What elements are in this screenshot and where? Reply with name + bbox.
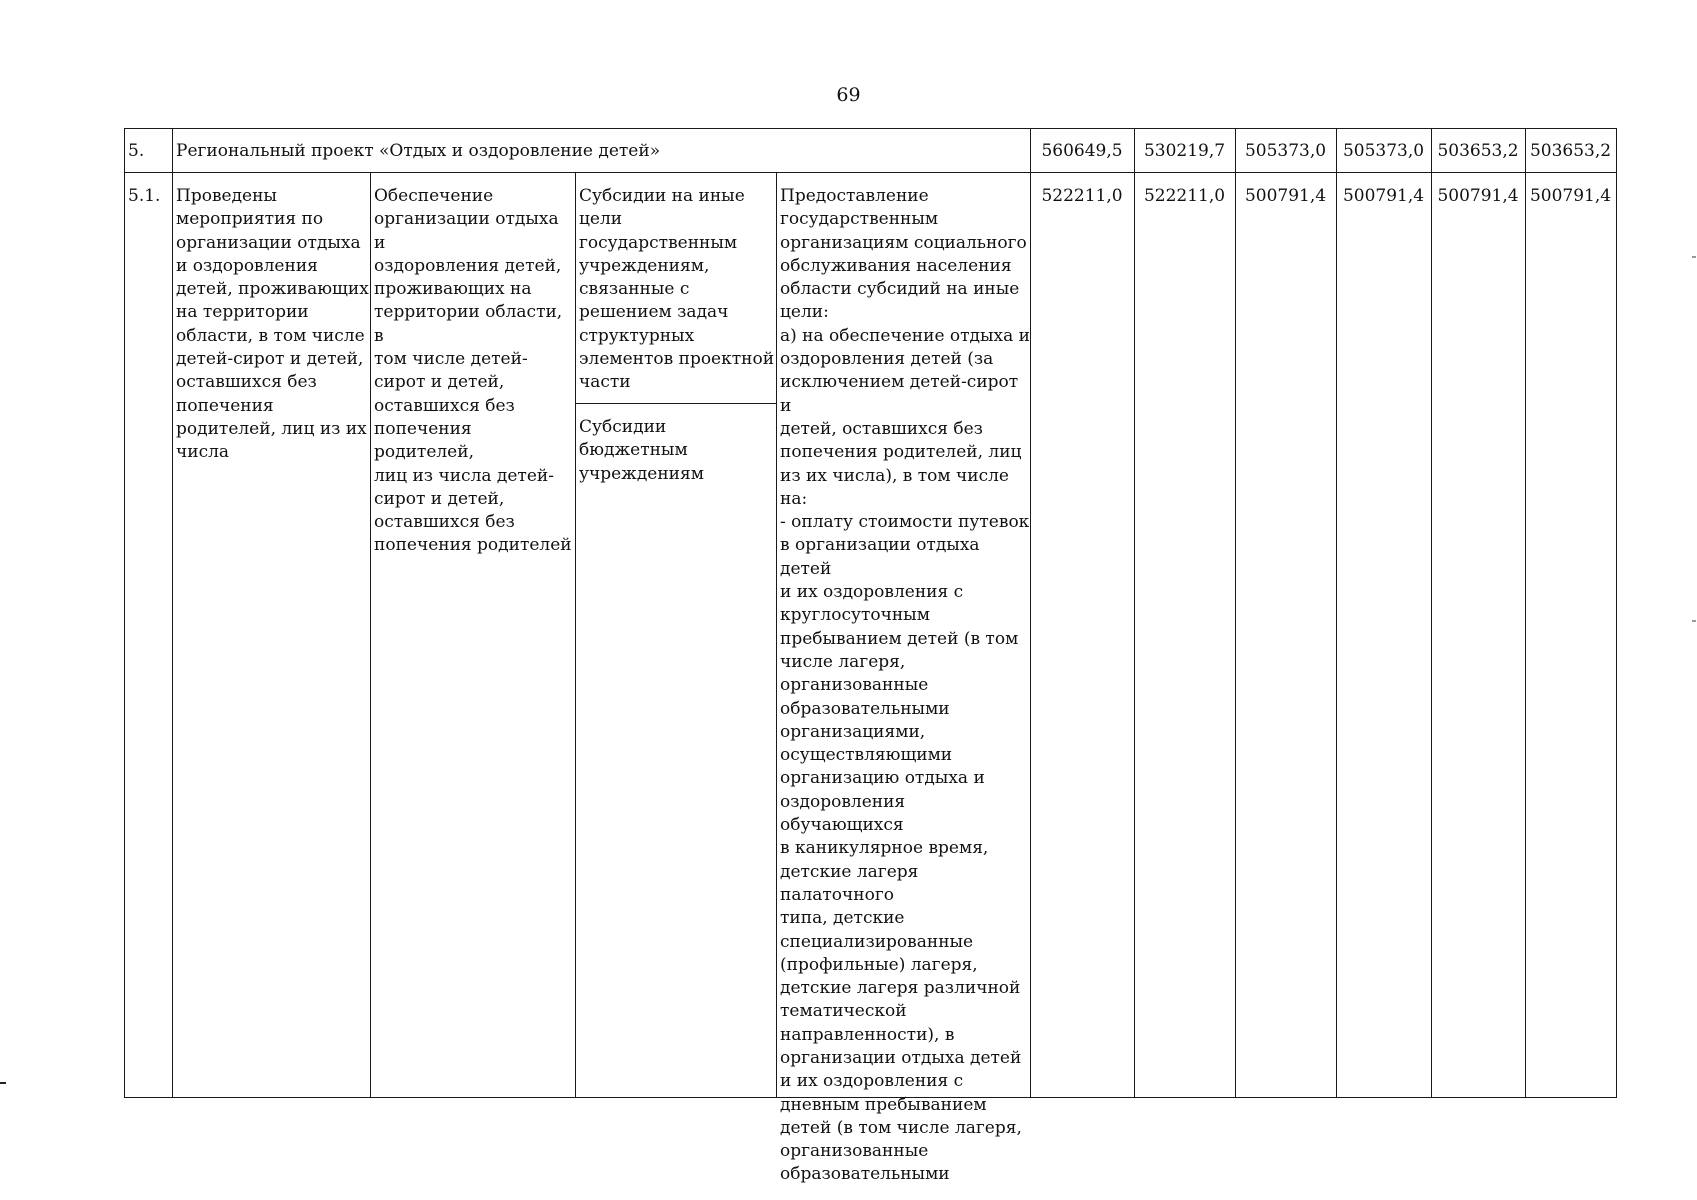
subsidy-budget-cell: Субсидии бюджетным учреждениям [579, 417, 704, 484]
value-cell: 522211,0 [1041, 186, 1123, 206]
scan-mark [0, 1082, 6, 1084]
value-cell: 500791,4 [1342, 186, 1425, 206]
purpose-cell: Обеспечение организации отдыха и оздоровления детей, проживающих на территории области, в том числе детей- сирот и детей, оставшихся без попечения родителей, лиц из числа детей- сирот и детей, оставшихся без попечения родителей [374, 186, 572, 556]
column-divider [1030, 128, 1031, 1097]
column-divider [1525, 128, 1526, 1097]
value-cell: 503653,2 [1529, 141, 1612, 161]
value-cell: 500791,4 [1529, 186, 1612, 206]
value-cell: 500791,4 [1244, 186, 1327, 206]
subsidy-other-cell: Субсидии на иные цели государственным учреждениям, связанные с решением задач структурных элементов проектной части [579, 186, 775, 393]
column-divider [1431, 128, 1432, 1097]
value-cell: 505373,0 [1244, 141, 1327, 161]
value-cell: 530219,7 [1143, 141, 1226, 161]
value-cell: 503653,2 [1437, 141, 1519, 161]
column-divider [1134, 128, 1135, 1097]
scan-mark [1692, 620, 1696, 622]
table-left-border [124, 128, 125, 1097]
row-divider [124, 172, 1617, 173]
description-cell: Предоставление государственным организациям социального обслуживания населения области субсидий на иные цели: а) на обеспечение отдыха и оздоровления детей (за исключением детей-сирот и детей, оставшихся без попечения родителей, лиц из их числа), в том числе на: - оплату стоимости путевок в организации отдыха детей и их оздоровления с круглосуточным пребыванием детей (в том числе лагеря, организованные образовательными организациями, осуществляющими организацию отдыха и оздоровления обучающихся в каникулярное время, детские лагеря палаточного типа, детские специализированные (профильные) лагеря, детские лагеря различной тематической направленности), в организации отдыха детей и их оздоровления с дневным пребыванием детей (в том числе лагеря, организованные образовательными [780, 186, 1031, 1185]
table-top-border [124, 128, 1617, 129]
row-number: 5.1. [128, 186, 161, 206]
column-divider [370, 172, 371, 1097]
value-cell: 505373,0 [1342, 141, 1425, 161]
column-divider [575, 172, 576, 1097]
value-cell: 560649,5 [1041, 141, 1123, 161]
table-right-border [1616, 128, 1617, 1097]
row-number: 5. [128, 141, 145, 161]
result-cell: Проведены мероприятия по организации отдыха и оздоровления детей, проживающих на территории области, в том числе детей-сирот и детей, оставшихся без попечения родителей, лиц из их числа [176, 186, 369, 463]
column-divider [776, 172, 777, 1097]
subsidy-divider [575, 403, 776, 404]
value-cell: 500791,4 [1437, 186, 1519, 206]
column-divider [1336, 128, 1337, 1097]
scan-mark [1692, 256, 1696, 258]
project-title: Региональный проект «Отдых и оздоровление детей» [176, 141, 661, 161]
column-divider [1235, 128, 1236, 1097]
page-number: 69 [836, 84, 861, 106]
value-cell: 522211,0 [1143, 186, 1226, 206]
column-divider [172, 128, 173, 1097]
